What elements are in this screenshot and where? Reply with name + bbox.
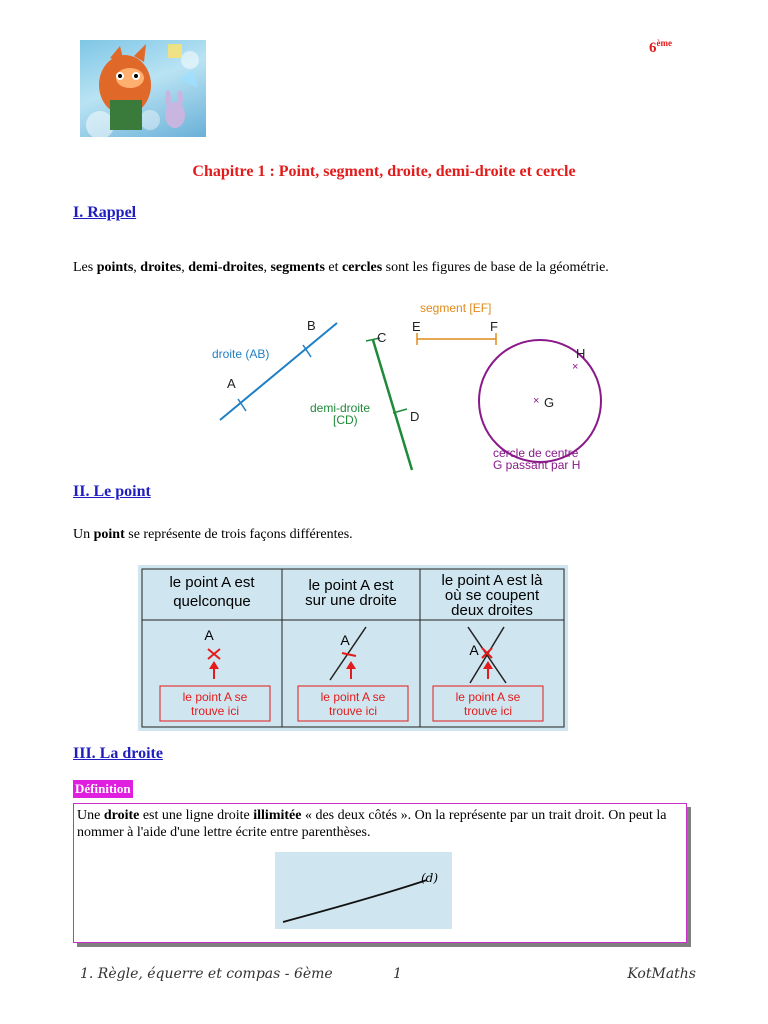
- demi-droite-label-2: [CD): [333, 413, 358, 427]
- demi-droite-line: [373, 340, 412, 470]
- section-heading-point: II. Le point: [73, 483, 151, 500]
- level-indicator: [649, 38, 672, 57]
- point-c-label: C: [377, 330, 387, 345]
- point-h-mark: ×: [572, 361, 579, 373]
- cell-1-caption-2: trouve ici: [190, 704, 240, 718]
- point-d-label: D: [410, 409, 420, 424]
- point-a-label: A: [227, 376, 236, 391]
- point-f-label: F: [490, 319, 498, 334]
- level-number: 6: [649, 40, 657, 56]
- point-paragraph: Un point se représente de trois façons différentes.: [73, 527, 353, 542]
- cell-3-point-label: A: [469, 642, 479, 658]
- cell-1-point-label: A: [204, 627, 214, 643]
- chapter-illustration: [80, 40, 206, 137]
- center-mark: ×: [533, 395, 540, 407]
- cell-2-point-label: A: [340, 632, 350, 648]
- section-heading-rappel: I. Rappel: [73, 204, 137, 221]
- rappel-paragraph: Les points, droites, demi-droites, segments et cercles sont les figures de base de la géométrie.: [73, 260, 609, 275]
- footer-right: KotMaths: [627, 966, 696, 982]
- cell-2-caption-1: le point A se: [320, 690, 386, 704]
- point-e-label: E: [412, 319, 421, 334]
- header-3-line-3: deux droites: [451, 602, 533, 619]
- header-3-line-2: où se coupent: [444, 587, 540, 604]
- point-h-label: H: [576, 346, 586, 361]
- point-b-label: B: [307, 318, 316, 333]
- demi-droite-label-1: demi-droite: [310, 401, 371, 415]
- basic-figures-diagram: [200, 295, 620, 475]
- cell-1-caption-1: le point A se: [182, 690, 248, 704]
- droite-label: droite (AB): [212, 347, 270, 361]
- header-1-line-1: le point A est: [169, 574, 255, 591]
- level-suffix: ème: [656, 38, 672, 48]
- cell-3-caption-1: le point A se: [455, 690, 521, 704]
- cercle-label-2: G passant par H: [493, 458, 581, 472]
- header-2-line-1: le point A est: [308, 577, 394, 594]
- footer-left: 1. Règle, équerre et compas - 6ème: [80, 966, 333, 982]
- point-table: [138, 565, 568, 731]
- section-heading-droite: III. La droite: [73, 745, 163, 762]
- cell-2-caption-2: trouve ici: [328, 704, 378, 718]
- segment-label: segment [EF]: [420, 301, 492, 315]
- definition-box: [73, 803, 687, 943]
- definition-text: Une droite est une ligne droite illimitée « des deux côtés ». On la représente par un trait droit. On peut la nommer à l'aide d'une lettre écrite entre parenthèses.: [77, 808, 667, 840]
- cell-3-caption-2: trouve ici: [463, 704, 513, 718]
- header-3-line-1: le point A est là: [441, 572, 543, 589]
- chapter-title: Chapitre 1 : Point, segment, droite, demi-droite et cercle: [192, 163, 576, 180]
- footer-page-number: 1: [393, 966, 402, 982]
- droite-d-label: (d): [421, 871, 439, 885]
- point-g-label: G: [544, 395, 555, 410]
- definition-tag: Définition: [75, 781, 131, 796]
- header-2-line-2: sur une droite: [305, 592, 397, 609]
- droite-figure: [275, 852, 452, 929]
- cercle-label-1: cercle de centre: [493, 446, 579, 460]
- header-1-line-2: quelconque: [173, 593, 251, 610]
